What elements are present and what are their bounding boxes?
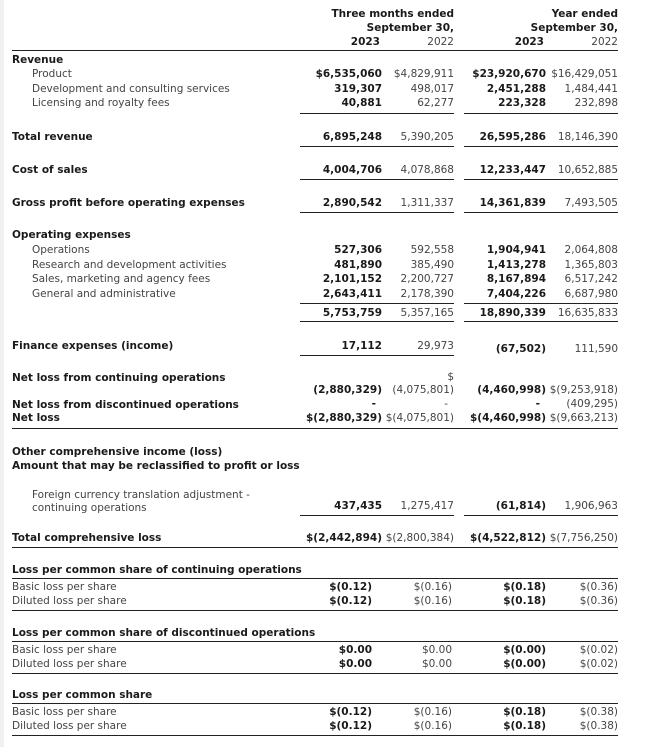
header-year-line2: September 30, xyxy=(530,22,618,34)
header-y-2023: 2023 xyxy=(514,36,544,48)
cell: $6,535,060 xyxy=(315,68,382,80)
cell: $16,429,051 xyxy=(551,68,618,80)
cell: (409,295) xyxy=(566,398,618,410)
cell: 592,558 xyxy=(410,244,454,256)
divider xyxy=(464,179,618,180)
cell: 62,277 xyxy=(417,97,454,109)
cell: 1,311,337 xyxy=(400,197,454,209)
divider xyxy=(300,355,454,356)
cell: $(0.38) xyxy=(579,706,618,718)
cell: $(0.12) xyxy=(329,595,372,607)
row-label: Foreign currency translation adjustment - xyxy=(32,489,250,501)
row-label: Basic loss per share xyxy=(12,644,117,656)
cell: 6,517,242 xyxy=(564,273,618,285)
cell: - xyxy=(444,398,448,410)
cell: $(4,075,801) xyxy=(385,412,454,424)
section-title-oci: Other comprehensive income (loss) xyxy=(12,446,223,458)
cell: 1,413,278 xyxy=(486,259,546,271)
cell: 2,178,390 xyxy=(400,288,454,300)
cell: $(4,522,812) xyxy=(469,532,546,544)
cell: 7,404,226 xyxy=(486,288,546,300)
divider xyxy=(300,179,454,180)
row-label: Finance expenses (income) xyxy=(12,340,174,352)
divider xyxy=(464,303,618,304)
divider xyxy=(464,321,618,322)
row-label: Gross profit before operating expenses xyxy=(12,197,245,209)
cell: $(9,663,213) xyxy=(549,412,618,424)
cell: $(0.16) xyxy=(413,706,452,718)
cell: $0.00 xyxy=(338,644,372,656)
cell: $(0.12) xyxy=(329,581,372,593)
row-label: Development and consulting services xyxy=(32,83,230,95)
left-edge xyxy=(0,0,4,747)
divider xyxy=(300,515,454,516)
row-label: Total revenue xyxy=(12,131,93,143)
row-label: General and administrative xyxy=(32,288,176,300)
cell: 481,890 xyxy=(334,259,382,271)
cell: $0.00 xyxy=(421,644,452,656)
cell: (4,075,801) xyxy=(392,384,454,396)
cell: (61,814) xyxy=(495,500,546,512)
cell: 2,101,152 xyxy=(322,273,382,285)
cell: $(0.18) xyxy=(503,720,546,732)
cell: $(4,460,998) xyxy=(469,412,546,424)
cell: 2,643,411 xyxy=(322,288,382,300)
cell: 29,973 xyxy=(417,340,454,352)
cell: $0.00 xyxy=(421,658,452,670)
divider xyxy=(464,113,618,114)
cell: 111,590 xyxy=(574,343,618,355)
divider xyxy=(12,703,618,704)
divider xyxy=(12,673,618,674)
cell: 385,490 xyxy=(410,259,454,271)
cell: 498,017 xyxy=(410,83,454,95)
cell: $(7,756,250) xyxy=(549,532,618,544)
cell: 12,233,447 xyxy=(479,164,546,176)
cell: $(0.18) xyxy=(503,581,546,593)
cell: 5,753,759 xyxy=(322,307,382,319)
cell: 2,064,808 xyxy=(564,244,618,256)
section-title-eps-total: Loss per common share xyxy=(12,689,153,701)
cell: 17,112 xyxy=(341,340,382,352)
cell: 319,307 xyxy=(334,83,382,95)
cell: 223,328 xyxy=(498,97,546,109)
cell: $(0.16) xyxy=(413,720,452,732)
cell: 4,004,706 xyxy=(322,164,382,176)
row-label: Basic loss per share xyxy=(12,706,117,718)
divider xyxy=(300,212,454,213)
cell: 232,898 xyxy=(574,97,618,109)
cell: $(0.02) xyxy=(579,644,618,656)
cell: $(0.00) xyxy=(503,644,546,656)
cell: $ xyxy=(447,371,454,383)
cell: 5,357,165 xyxy=(400,307,454,319)
cell: $(2,442,894) xyxy=(305,532,382,544)
row-label: Basic loss per share xyxy=(12,581,117,593)
cell: $(0.12) xyxy=(329,720,372,732)
divider xyxy=(12,50,618,51)
cell: $(0.18) xyxy=(503,706,546,718)
divider xyxy=(12,641,618,642)
row-label: Net loss xyxy=(12,412,60,424)
cell: 6,687,980 xyxy=(564,288,618,300)
row-label: Diluted loss per share xyxy=(12,658,127,670)
row-label: Operations xyxy=(32,244,90,256)
header-three-months-line2: September 30, xyxy=(366,22,454,34)
row-label: Product xyxy=(32,68,72,80)
cell: $(0.02) xyxy=(579,658,618,670)
cell: 527,306 xyxy=(334,244,382,256)
cell: 8,167,894 xyxy=(486,273,546,285)
row-label: Net loss from discontinued operations xyxy=(12,399,239,411)
cell: (4,460,998) xyxy=(477,384,546,396)
cell: 1,365,803 xyxy=(564,259,618,271)
cell: 5,390,205 xyxy=(400,131,454,143)
section-title-revenue: Revenue xyxy=(12,54,64,66)
cell: - xyxy=(535,398,540,410)
cell: 2,890,542 xyxy=(322,197,382,209)
cell: 14,361,839 xyxy=(479,197,546,209)
divider xyxy=(12,428,618,429)
section-title-eps-discontinued: Loss per common share of discontinued operations xyxy=(12,627,316,639)
row-label: Diluted loss per share xyxy=(12,720,127,732)
section-title-operating-expenses: Operating expenses xyxy=(12,229,131,241)
cell: $(2,800,384) xyxy=(385,532,454,544)
cell: 2,200,727 xyxy=(400,273,454,285)
section-subtitle-oci: Amount that may be reclassified to profit or loss xyxy=(12,460,300,472)
header-year-line1: Year ended xyxy=(551,8,618,20)
divider xyxy=(464,146,618,147)
row-label: Research and development activities xyxy=(32,259,227,271)
row-label: Diluted loss per share xyxy=(12,595,127,607)
cell: 10,652,885 xyxy=(557,164,618,176)
cell: 1,906,963 xyxy=(564,500,618,512)
cell: $4,829,911 xyxy=(393,68,454,80)
cell: 2,451,288 xyxy=(486,83,546,95)
divider xyxy=(464,212,618,213)
cell: $(0.36) xyxy=(579,581,618,593)
cell: (67,502) xyxy=(495,343,546,355)
cell: (2,880,329) xyxy=(313,384,382,396)
cell: 6,895,248 xyxy=(322,131,382,143)
cell: $(0.38) xyxy=(579,720,618,732)
cell: 437,435 xyxy=(334,500,382,512)
divider xyxy=(464,515,618,516)
cell: $(0.18) xyxy=(503,595,546,607)
divider xyxy=(300,321,454,322)
row-label: continuing operations xyxy=(32,502,147,514)
divider xyxy=(12,735,618,736)
cell: $23,920,670 xyxy=(472,68,546,80)
header-three-months-line1: Three months ended xyxy=(331,8,454,20)
cell: 16,635,833 xyxy=(557,307,618,319)
cell: 1,904,941 xyxy=(486,244,546,256)
cell: - xyxy=(371,398,376,410)
divider xyxy=(300,303,454,304)
cell: 26,595,286 xyxy=(479,131,546,143)
cell: $(0.12) xyxy=(329,706,372,718)
row-label: Licensing and royalty fees xyxy=(32,97,170,109)
row-label: Total comprehensive loss xyxy=(12,532,162,544)
cell: $(2,880,329) xyxy=(305,412,382,424)
section-title-eps-continuing: Loss per common share of continuing operations xyxy=(12,564,302,576)
cell: $(9,253,918) xyxy=(549,384,618,396)
cell: 1,275,417 xyxy=(400,500,454,512)
cell: $(0.00) xyxy=(503,658,546,670)
header-3m-2022: 2022 xyxy=(427,36,454,48)
cell: 4,078,868 xyxy=(400,164,454,176)
header-3m-2023: 2023 xyxy=(350,36,380,48)
cell: $(0.16) xyxy=(413,595,452,607)
divider xyxy=(12,610,618,611)
header-y-2022: 2022 xyxy=(591,36,618,48)
cell: 18,146,390 xyxy=(557,131,618,143)
row-label: Net loss from continuing operations xyxy=(12,372,226,384)
divider xyxy=(300,146,454,147)
cell: $(0.36) xyxy=(579,595,618,607)
cell: 18,890,339 xyxy=(479,307,546,319)
cell: 7,493,505 xyxy=(564,197,618,209)
cell: 1,484,441 xyxy=(564,83,618,95)
cell: 40,881 xyxy=(341,97,382,109)
cell: $0.00 xyxy=(338,658,372,670)
divider xyxy=(12,578,618,579)
cell: $(0.16) xyxy=(413,581,452,593)
divider xyxy=(300,113,454,114)
row-label: Cost of sales xyxy=(12,164,88,176)
divider xyxy=(12,547,618,548)
row-label: Sales, marketing and agency fees xyxy=(32,273,211,285)
